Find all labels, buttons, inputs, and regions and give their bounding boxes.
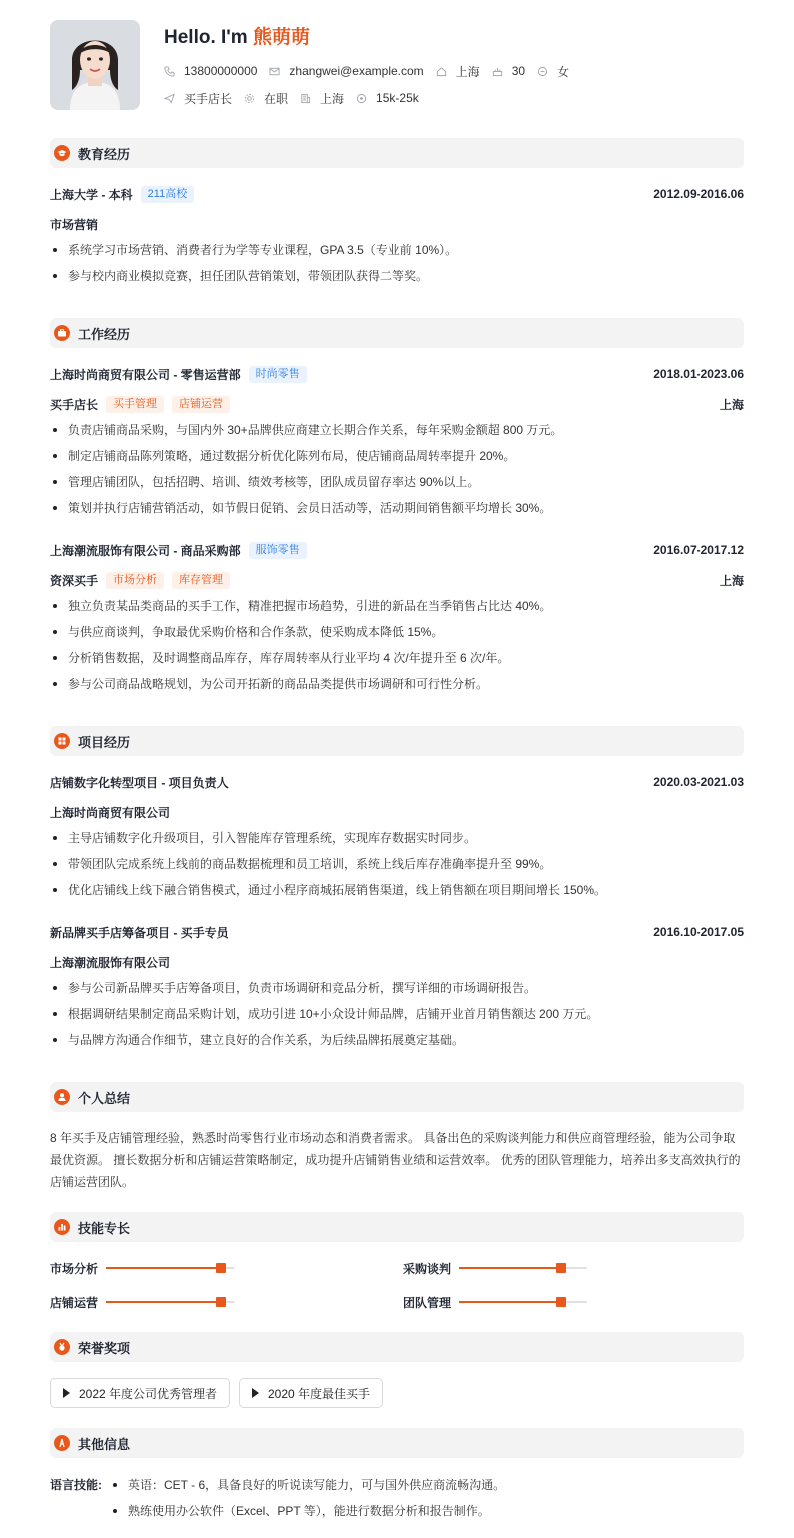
- skill-knob: [556, 1297, 566, 1307]
- list-item: 参与公司新品牌买手店筹备项目，负责市场调研和竞品分析，撰写详细的市场调研报告。: [50, 979, 744, 1005]
- compass-icon: [54, 1435, 70, 1451]
- skill-track: [106, 1267, 234, 1269]
- section-header-skills: [50, 1212, 744, 1242]
- entry-subheading: [50, 953, 744, 971]
- skill-item: [50, 1259, 234, 1277]
- skill-tag: 买手管理: [106, 396, 164, 413]
- gender-info: [537, 63, 569, 80]
- skill-fill: [106, 1267, 221, 1269]
- project-name: 新品牌买手店筹备项目 - 买手专员: [50, 925, 229, 940]
- bullet-list: [110, 1476, 744, 1528]
- list-item: 参与公司商品战略规划，为公司开拓新的商品品类提供市场调研和可行性分析。: [50, 675, 744, 701]
- list-item: 独立负责某品类商品的买手工作，精准把握市场趋势，引进的新品在当季销售占比达 40%。: [50, 597, 744, 623]
- section-header-summary: [50, 1082, 744, 1112]
- entry-heading: [50, 365, 744, 383]
- list-item: 管理店铺团队，包括招聘、培训、绩效考核等，团队成员留存率达 90%以上。: [50, 473, 744, 499]
- list-item: 英语：CET - 6，具备良好的听说读写能力，可与国外供应商流畅沟通。: [110, 1476, 744, 1502]
- skill-tag: 库存管理: [172, 572, 230, 589]
- medal-icon: [54, 1339, 70, 1355]
- bullet-list: [50, 421, 744, 525]
- school-tag: 211高校: [141, 186, 195, 203]
- skill-fill: [459, 1267, 561, 1269]
- salary-text: 15k-25k: [376, 91, 419, 105]
- section-header-projects: [50, 726, 744, 756]
- section-title: 教育经历: [78, 146, 131, 162]
- salary-info: [356, 91, 419, 105]
- project-name: 店铺数字化转型项目 - 项目负责人: [50, 775, 229, 790]
- list-item: 分析销售数据，及时调整商品库存，库存周转率从行业平均 4 次/年提升至 6 次/年。: [50, 649, 744, 675]
- entry-date: 2016.10-2017.05: [653, 925, 744, 939]
- list-item: 根据调研结果制定商品采购计划，成功引进 10+小众设计师品牌，店铺开业首月销售额达 200 万元。: [50, 1005, 744, 1031]
- bar-chart-icon: [54, 1219, 70, 1235]
- skill-track: [459, 1267, 587, 1269]
- entry-subheading: [50, 215, 744, 233]
- list-item: 熟练使用办公软件（Excel、PPT 等），能进行数据分析和报告制作。: [110, 1502, 744, 1528]
- major-name: 市场营销: [50, 217, 99, 232]
- section-title: 荣誉奖项: [78, 1340, 131, 1356]
- job-intent-row: [164, 89, 431, 107]
- user-icon: [54, 1089, 70, 1105]
- other-label: 语言技能:: [50, 1478, 102, 1492]
- section-title: 技能专长: [78, 1220, 131, 1236]
- list-item: 带领团队完成系统上线前的商品数据梳理和员工培训，系统上线后库存准确率提升至 99%。: [50, 855, 744, 881]
- industry-tag: 时尚零售: [249, 366, 307, 383]
- avatar: [50, 20, 140, 110]
- list-item: 策划并执行店铺营销活动，如节假日促销、会员日活动等，活动期间销售额平均增长 30%。: [50, 499, 744, 525]
- skill-fill: [459, 1301, 561, 1303]
- email-info: [269, 64, 423, 78]
- city-info: [436, 63, 480, 80]
- skill-name: 团队管理: [403, 1295, 452, 1310]
- list-item: 负责店铺商品采购，与国内外 30+品牌供应商建立长期合作关系，每年采购金额超 800 万元。: [50, 421, 744, 447]
- phone-info: [164, 64, 257, 78]
- skill-name: 市场分析: [50, 1261, 99, 1276]
- skill-tag: 店铺运营: [172, 396, 230, 413]
- skill-knob: [216, 1263, 226, 1273]
- skill-track: [106, 1301, 234, 1303]
- age-text: 30: [511, 64, 526, 78]
- gear-icon: [244, 93, 255, 104]
- section-header-awards: [50, 1332, 744, 1362]
- section-title: 其他信息: [78, 1436, 131, 1452]
- candidate-name: 熊萌萌: [252, 27, 310, 48]
- section-header-education: [50, 138, 744, 168]
- status-info: [244, 90, 288, 107]
- award-badge: [50, 1378, 230, 1408]
- entry-subheading: [50, 803, 744, 821]
- section-title: 项目经历: [78, 734, 131, 750]
- play-triangle-icon: [252, 1388, 259, 1398]
- gender-text: 女: [557, 64, 570, 79]
- skill-name: 采购谈判: [403, 1261, 452, 1276]
- entry-date: 2012.09-2016.06: [653, 187, 744, 201]
- bullet-list: [50, 597, 744, 701]
- paper-plane-icon: [164, 93, 175, 104]
- award-text: 2022 年度公司优秀管理者: [79, 1386, 218, 1401]
- list-item: 与供应商谈判，争取最优采购价格和合作条款，使采购成本降低 15%。: [50, 623, 744, 649]
- project-entry: [50, 773, 744, 907]
- entry-subheading: [50, 571, 744, 589]
- project-org: 上海潮流服饰有限公司: [50, 955, 171, 970]
- skill-item: [403, 1259, 587, 1277]
- bullet-list: [50, 979, 744, 1057]
- entry-subheading: [50, 395, 744, 413]
- section-header-other: [50, 1428, 744, 1458]
- greeting-title: [164, 22, 310, 49]
- list-item: 主导店铺数字化升级项目，引入智能库存管理系统，实现库存数据实时同步。: [50, 829, 744, 855]
- section-title: 个人总结: [78, 1090, 131, 1106]
- position-text: 买手店长: [184, 91, 233, 106]
- section-title: 工作经历: [78, 326, 131, 342]
- skill-track: [459, 1301, 587, 1303]
- school-name: 上海大学 - 本科: [50, 187, 133, 202]
- phone-text: 13800000000: [184, 64, 258, 78]
- award-badge: [239, 1378, 383, 1408]
- list-item: 系统学习市场营销、消费者行为学等专业课程，GPA 3.5（专业前 10%）。: [50, 241, 744, 267]
- target-city-info: [300, 90, 344, 107]
- summary-line: 最优资源。 擅长数据分析和店铺运营策略制定，成功提升店铺销售业绩和运营效率。 优秀的团队管理能力，培养出多支高效执行的: [50, 1153, 741, 1167]
- bullet-list: [50, 241, 744, 293]
- greeting-prefix: Hello. I'm: [164, 27, 253, 48]
- building-icon: [300, 93, 311, 104]
- summary-text: [50, 1127, 744, 1193]
- gender-icon: [537, 66, 548, 77]
- skill-tag: 市场分析: [106, 572, 164, 589]
- skill-item: [403, 1293, 587, 1311]
- skill-knob: [216, 1297, 226, 1307]
- target-city-text: 上海: [320, 91, 345, 106]
- status-text: 在职: [264, 91, 289, 106]
- education-entry: [50, 185, 744, 293]
- resume-page: [50, 20, 744, 1518]
- entry-date: 2020.03-2021.03: [653, 775, 744, 789]
- city-text: 上海: [455, 64, 480, 79]
- list-item: 制定店铺商品陈列策略，通过数据分析优化陈列布局，使店铺商品周转率提升 20%。: [50, 447, 744, 473]
- role-name: 买手店长: [50, 397, 99, 412]
- position-info: [164, 90, 232, 107]
- phone-icon: [164, 66, 175, 77]
- project-org: 上海时尚商贸有限公司: [50, 805, 171, 820]
- cake-icon: [492, 66, 503, 77]
- entry-heading: [50, 541, 744, 559]
- mail-icon: [269, 66, 280, 77]
- skill-name: 店铺运营: [50, 1295, 99, 1310]
- award-text: 2020 年度最佳买手: [268, 1386, 371, 1401]
- list-item: 优化店铺线上线下融合销售模式，通过小程序商城拓展销售渠道，线上销售额在项目期间增长 150%。: [50, 881, 744, 907]
- contact-row: [164, 62, 581, 80]
- company-name: 上海时尚商贸有限公司 - 零售运营部: [50, 367, 241, 382]
- summary-line: 8 年买手及店铺管理经验，熟悉时尚零售行业市场动态和消费者需求。 具备出色的采购谈判能力和供应商管理经验，能为公司争取: [50, 1131, 736, 1145]
- resume-header: [50, 20, 744, 110]
- entry-heading: [50, 185, 744, 203]
- age-info: [492, 64, 525, 78]
- work-entry: [50, 541, 744, 701]
- work-entry: [50, 365, 744, 525]
- skill-knob: [556, 1263, 566, 1273]
- work-location: 上海: [719, 397, 744, 412]
- skill-item: [50, 1293, 234, 1311]
- home-icon: [436, 66, 447, 77]
- company-name: 上海潮流服饰有限公司 - 商品采购部: [50, 543, 241, 558]
- skill-fill: [106, 1301, 221, 1303]
- bullet-list: [50, 829, 744, 907]
- entry-heading: [50, 923, 744, 941]
- industry-tag: 服饰零售: [249, 542, 307, 559]
- entry-heading: [50, 773, 744, 791]
- grid-icon: [54, 733, 70, 749]
- project-entry: [50, 923, 744, 1057]
- entry-date: 2016.07-2017.12: [653, 543, 744, 557]
- coin-icon: [356, 93, 367, 104]
- email-text: zhangwei@example.com: [289, 64, 424, 78]
- graduation-cap-icon: [54, 145, 70, 161]
- role-name: 资深买手: [50, 573, 99, 588]
- list-item: 参与校内商业模拟竞赛，担任团队营销策划，带领团队获得二等奖。: [50, 267, 744, 293]
- list-item: 与品牌方沟通合作细节，建立良好的合作关系，为后续品牌拓展奠定基础。: [50, 1031, 744, 1057]
- summary-line: 店铺运营团队。: [50, 1175, 135, 1189]
- briefcase-icon: [54, 325, 70, 341]
- work-location: 上海: [719, 573, 744, 588]
- play-triangle-icon: [63, 1388, 70, 1398]
- section-header-work: [50, 318, 744, 348]
- entry-date: 2018.01-2023.06: [653, 367, 744, 381]
